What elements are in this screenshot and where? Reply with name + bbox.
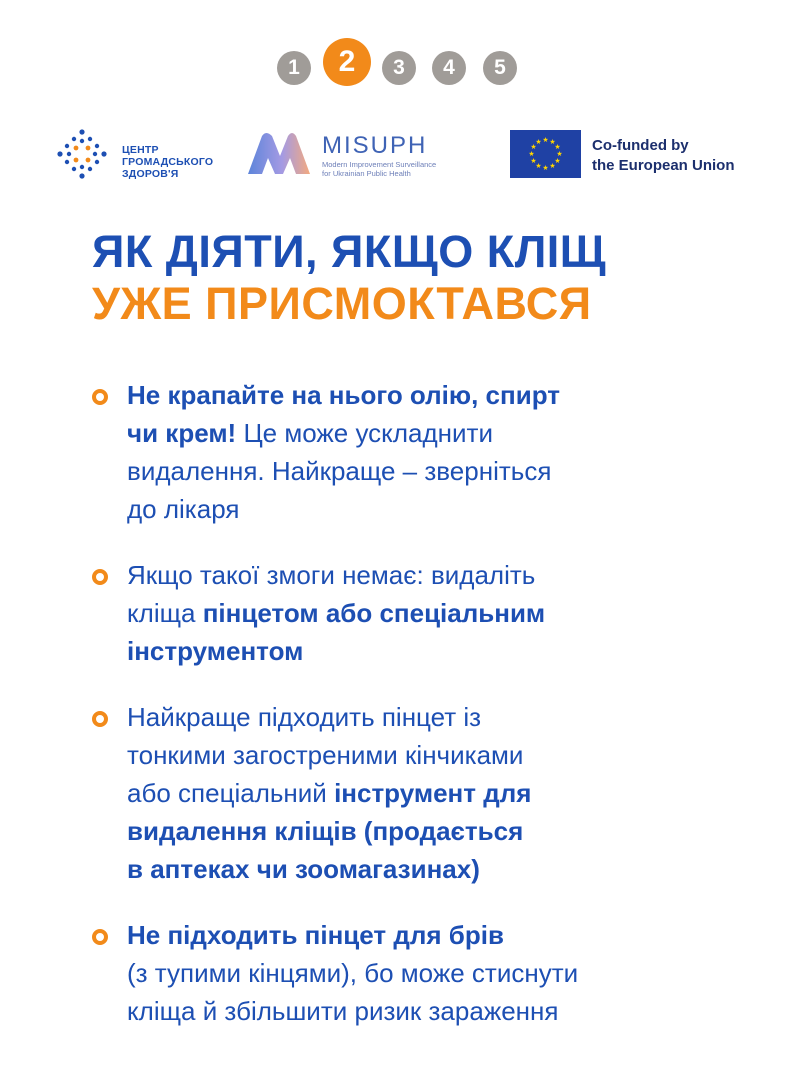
svg-text:★: ★	[530, 157, 537, 165]
tip-emphasis: інструментом	[127, 636, 304, 666]
tip-line	[127, 736, 772, 774]
tip-text: до лікаря	[127, 494, 240, 524]
tip-line	[127, 916, 772, 954]
eu-cofunded-logo	[510, 130, 770, 180]
tip-line	[127, 414, 772, 452]
svg-text:★: ★	[542, 136, 549, 144]
bullet-ring-icon	[92, 569, 108, 585]
tip-text: Якщо такої змоги немає: видаліть	[127, 560, 536, 590]
tip-emphasis: інструмент для	[334, 778, 532, 808]
tip-emphasis: Не крапайте на нього олію, спирт	[127, 380, 560, 410]
tip-text: Це може ускладнити	[236, 418, 493, 448]
tip-emphasis: видалення кліщів (продається	[127, 816, 524, 846]
svg-text:★: ★	[542, 164, 549, 172]
page-dot-3[interactable]: 3	[382, 51, 416, 85]
tip-text: Найкраще підходить пінцет із	[127, 702, 482, 732]
tip-line	[127, 376, 772, 414]
tip-emphasis: Не підходить пінцет для брів	[127, 920, 504, 950]
tip-line	[127, 774, 772, 812]
misuph-subtitle: Modern Improvement Surveillance for Ukrainian Public Health	[322, 160, 437, 178]
bullet-ring-icon	[92, 711, 108, 727]
tip-text: кліща	[127, 598, 203, 628]
page-dot-2-active[interactable]: 2	[323, 38, 371, 86]
tip-line	[127, 632, 772, 670]
tip-line	[127, 594, 772, 632]
tip-item	[92, 556, 772, 670]
phc-name: ЦЕНТР ГРОМАДСЬКОГО ЗДОРОВ'Я	[122, 144, 214, 180]
tip-emphasis: пінцетом або спеціальним	[202, 598, 546, 628]
tip-item	[92, 916, 772, 1030]
page-dot-4[interactable]: 4	[432, 51, 466, 85]
tip-line	[127, 850, 772, 888]
tip-text: тонкими загостреними кінчиками	[127, 740, 524, 770]
page-indicator	[0, 38, 800, 98]
phc-logo	[56, 128, 214, 180]
misuph-title: MISUPH	[322, 132, 428, 159]
eu-flag-icon	[510, 130, 581, 178]
tip-item	[92, 376, 772, 528]
tip-line	[127, 556, 772, 594]
tip-emphasis: чи крем!	[127, 418, 237, 448]
svg-text:★: ★	[528, 150, 535, 158]
misuph-emblem-icon	[246, 130, 312, 176]
title-line-2: УЖЕ ПРИСМОКТАВСЯ	[92, 278, 592, 329]
tip-text: (з тупими кінцями), бо може стиснути	[127, 958, 579, 988]
svg-text:★: ★	[530, 143, 537, 151]
svg-text:★: ★	[549, 138, 556, 146]
tip-line	[127, 452, 772, 490]
title-line-1: ЯК ДІЯТИ, ЯКЩО КЛІЩ	[92, 226, 607, 277]
tip-text: видалення. Найкраще – зверніться	[127, 456, 552, 486]
svg-text:★: ★	[556, 150, 563, 158]
page-dot-1[interactable]: 1	[277, 51, 311, 85]
svg-text:★: ★	[554, 143, 561, 151]
bullet-ring-icon	[92, 929, 108, 945]
tip-emphasis: в аптеках чи зоомагазинах)	[127, 854, 480, 884]
svg-text:★: ★	[535, 162, 542, 170]
eu-cofunded-text: Co-funded by the European Union	[592, 137, 735, 174]
tip-line	[127, 698, 772, 736]
misuph-logo	[246, 126, 466, 182]
svg-text:★: ★	[549, 162, 556, 170]
svg-text:★: ★	[535, 138, 542, 146]
partner-logos	[0, 120, 800, 190]
tip-text: або спеціальний	[127, 778, 335, 808]
svg-text:★: ★	[554, 157, 561, 165]
tips-list	[92, 376, 772, 1058]
phc-emblem-icon	[56, 128, 108, 180]
tip-line	[127, 992, 772, 1030]
tip-item	[92, 698, 772, 888]
page-dot-5[interactable]: 5	[483, 51, 517, 85]
tip-line	[127, 954, 772, 992]
bullet-ring-icon	[92, 389, 108, 405]
tip-line	[127, 490, 772, 528]
page-title	[92, 226, 606, 330]
tip-text: кліща й збільшити ризик зараження	[127, 996, 559, 1026]
tip-line	[127, 812, 772, 850]
